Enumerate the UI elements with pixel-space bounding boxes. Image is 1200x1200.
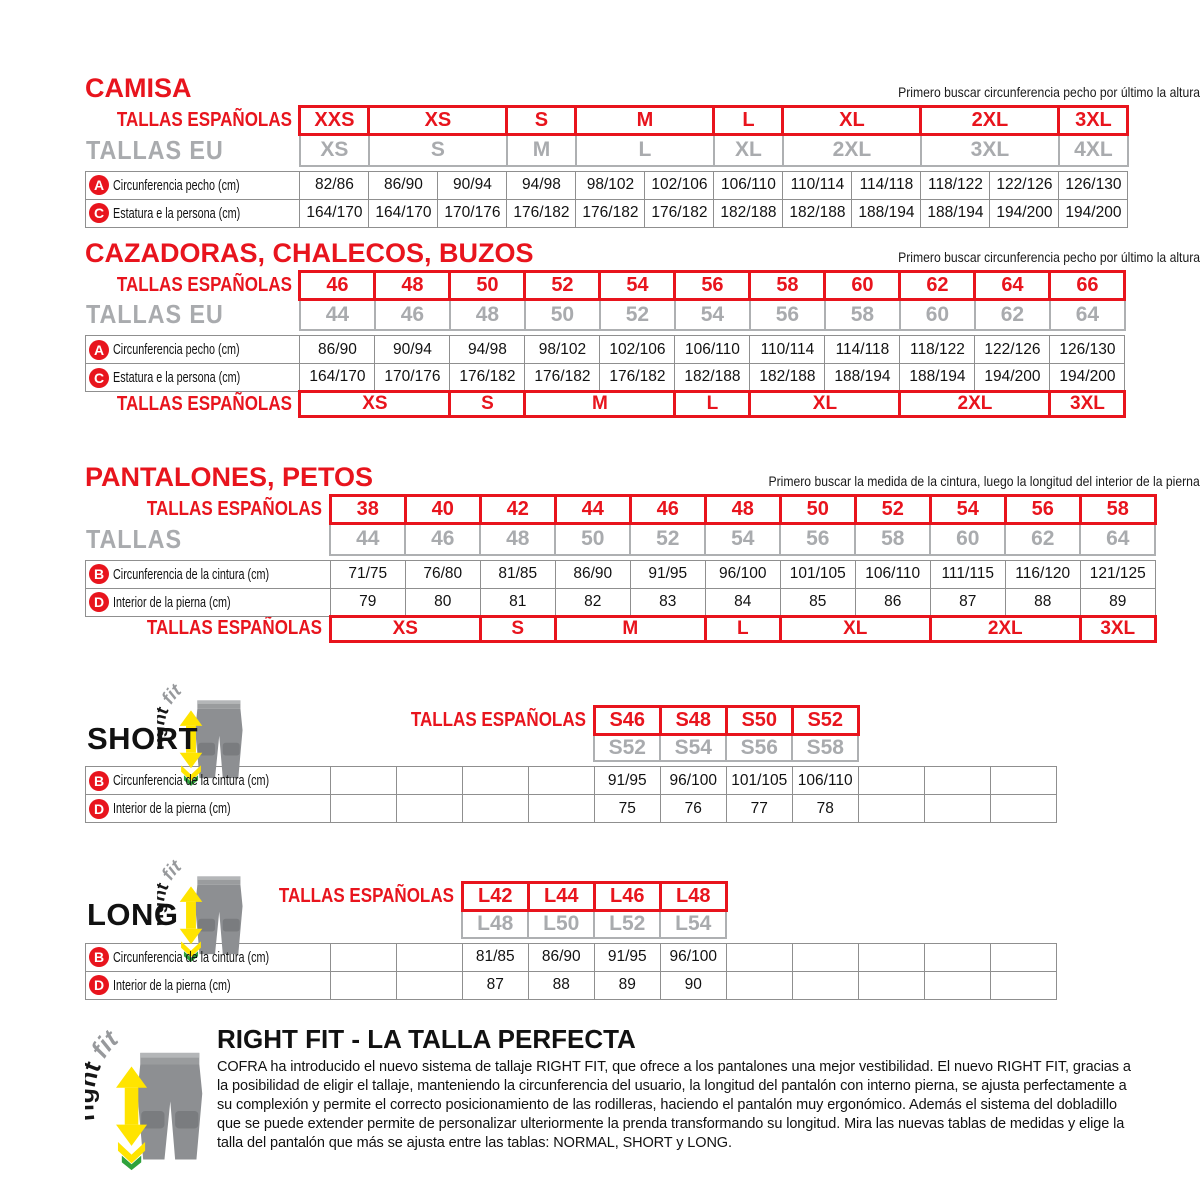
row-label [86, 616, 331, 641]
es-size-cell: S [507, 107, 576, 135]
eu-size-cell: L52 [594, 911, 660, 938]
value-cell [330, 767, 396, 795]
value-cell [924, 767, 990, 795]
pantalones-note: Primero buscar la medida de la cintura, luego la longitud del interior de la pierna [768, 473, 1200, 489]
eu-size-cell: 52 [600, 299, 675, 330]
value-cell: 170/176 [375, 364, 450, 392]
eu-size-cell: 2XL [783, 135, 921, 166]
section-pantalones [85, 462, 1200, 643]
cazadoras-note: Primero buscar circunferencia pecho por último la altura [898, 248, 1200, 265]
row-label [86, 524, 331, 555]
es-size-cell: L42 [462, 883, 528, 911]
section-short [85, 705, 1200, 824]
es-size-cell: L48 [660, 883, 726, 911]
eu-row [86, 135, 1128, 166]
value-cell: 176/182 [507, 199, 576, 227]
eu-size-cell: 50 [555, 524, 630, 555]
value-cell: 122/126 [990, 171, 1059, 199]
value-cell: 110/114 [783, 171, 852, 199]
value-cell: 86/90 [369, 171, 438, 199]
camisa-grid [85, 105, 1129, 228]
value-cell: 96/100 [660, 943, 726, 971]
value-cell [858, 971, 924, 999]
measure-label-cell [86, 336, 300, 364]
measure-badge-A: A [89, 340, 109, 360]
value-cell: 114/118 [852, 171, 921, 199]
value-cell [792, 971, 858, 999]
value-cell: 91/95 [630, 560, 705, 588]
measure-label-cell [86, 364, 300, 392]
footer-size-cell: S [450, 392, 525, 417]
value-cell: 164/170 [300, 364, 375, 392]
value-cell: 126/130 [1050, 336, 1125, 364]
value-cell: 176/182 [600, 364, 675, 392]
value-cell: 81/85 [462, 943, 528, 971]
eu-size-cell: 62 [1005, 524, 1080, 555]
value-cell [396, 767, 462, 795]
eu-size-cell: L [576, 135, 714, 166]
value-cell: 83 [630, 588, 705, 616]
value-cell: 170/176 [438, 199, 507, 227]
rightfit-logo-large [85, 1018, 211, 1173]
value-cell: 80 [405, 588, 480, 616]
eu-size-cell: 60 [900, 299, 975, 330]
value-cell [858, 795, 924, 823]
es-size-cell: 38 [330, 496, 405, 524]
value-cell [924, 943, 990, 971]
eu-size-cell: 58 [855, 524, 930, 555]
long-label: LONG [87, 897, 179, 932]
footer-row [86, 392, 1125, 417]
value-cell: 188/194 [921, 199, 990, 227]
footer-size-cell: L [675, 392, 750, 417]
value-cell: 81/85 [480, 560, 555, 588]
filler [726, 911, 1056, 938]
value-cell: 76/80 [405, 560, 480, 588]
es-size-cell: L [714, 107, 783, 135]
filler [726, 883, 1056, 911]
es-size-cell: 48 [375, 271, 450, 299]
value-cell: 101/105 [780, 560, 855, 588]
row-label [86, 392, 300, 417]
eu-row-label-text: TALLAS [85, 523, 182, 554]
value-cell: 98/102 [576, 171, 645, 199]
value-cell: 91/95 [594, 943, 660, 971]
measure-badge-B: B [89, 947, 109, 967]
value-cell: 194/200 [975, 364, 1050, 392]
measure-row-A [86, 336, 1125, 364]
value-cell: 182/188 [675, 364, 750, 392]
value-cell: 188/194 [900, 364, 975, 392]
footer-size-cell: XL [750, 392, 900, 417]
measure-row-B [86, 560, 1156, 588]
es-size-cell: 54 [930, 496, 1005, 524]
section-cazadoras [85, 238, 1200, 419]
footer-size-cell: 3XL [1050, 392, 1125, 417]
value-cell: 118/122 [921, 171, 990, 199]
measure-label: Circunferencia de la cintura (cm) [113, 948, 270, 966]
measure-badge-A: A [89, 175, 109, 195]
es-size-cell: 62 [900, 271, 975, 299]
eu-size-cell: 48 [480, 524, 555, 555]
es-size-cell: 58 [1080, 496, 1155, 524]
es-size-cell: 54 [600, 271, 675, 299]
value-cell: 90/94 [375, 336, 450, 364]
es-size-cell: XXS [300, 107, 369, 135]
row-label [86, 271, 300, 299]
value-cell [330, 795, 396, 823]
value-cell: 182/188 [750, 364, 825, 392]
rightfit-paragraph: COFRA ha introducido el nuevo sistema de tallaje RIGHT FIT, que ofrece a los pantalones una mejor vestibilidad. El nuevo RIGHT FIT, gracias a la posibilidad de eligir el tallaje, manteniendo la circunferencia del usuario, la longitud del pantalón con interno pierna, se ajusta perfectamente a su complexión y permite el correcto posicionamiento de las rodilleras, haciendo el pantalón muy ergonómico. Además el sistema del dobladillo que se puede extender permite de personalizar ulteriormente la prenda transformando su longitud. Mira las nuevas tablas de medidas y elige la talla del pantalón que más se ajusta entre las tablas: NORMAL, SHORT y LONG. [217, 1058, 1131, 1151]
eu-size-cell: 3XL [921, 135, 1059, 166]
value-cell: 81 [480, 588, 555, 616]
eu-size-cell: S [369, 135, 507, 166]
es-size-cell: S50 [726, 706, 792, 734]
es-size-cell: 60 [825, 271, 900, 299]
value-cell [990, 971, 1056, 999]
value-cell [528, 767, 594, 795]
eu-size-cell: 48 [450, 299, 525, 330]
footer-size-cell: XS [330, 616, 480, 641]
value-cell: 118/122 [900, 336, 975, 364]
value-cell [462, 795, 528, 823]
es-size-cell: S46 [594, 706, 660, 734]
eu-size-cell: 64 [1050, 299, 1125, 330]
value-cell: 91/95 [594, 767, 660, 795]
footer-size-cell: M [525, 392, 675, 417]
rightfit-text [217, 1024, 1132, 1173]
es-row [86, 496, 1156, 524]
value-cell: 102/106 [645, 171, 714, 199]
camisa-title: CAMISA [85, 73, 192, 103]
value-cell: 88 [528, 971, 594, 999]
eu-row [86, 299, 1125, 330]
value-cell: 122/126 [975, 336, 1050, 364]
es-row [86, 271, 1125, 299]
value-cell: 85 [780, 588, 855, 616]
eu-size-cell: 50 [525, 299, 600, 330]
value-cell [396, 971, 462, 999]
value-cell: 84 [705, 588, 780, 616]
value-cell [330, 971, 396, 999]
eu-size-cell: L50 [528, 911, 594, 938]
es-size-cell: 46 [300, 271, 375, 299]
value-cell: 101/105 [726, 767, 792, 795]
footer-row-label-text: TALLAS ESPAÑOLAS [146, 617, 322, 640]
value-cell: 86/90 [300, 336, 375, 364]
row-label [86, 135, 300, 166]
es-size-cell: 44 [555, 496, 630, 524]
value-cell: 79 [330, 588, 405, 616]
value-cell: 75 [594, 795, 660, 823]
eu-size-cell: 46 [375, 299, 450, 330]
measure-badge-D: D [89, 799, 109, 819]
measure-label: Interior de la pierna (cm) [113, 976, 231, 994]
value-cell: 110/114 [750, 336, 825, 364]
measure-label-cell [86, 560, 331, 588]
value-cell: 164/170 [300, 199, 369, 227]
pantalones-title: PANTALONES, PETOS [85, 462, 374, 492]
value-cell [924, 971, 990, 999]
value-cell: 188/194 [825, 364, 900, 392]
row-label [86, 496, 331, 524]
es-row-label-text: TALLAS ESPAÑOLAS [116, 273, 292, 296]
value-cell [858, 943, 924, 971]
eu-row [86, 524, 1156, 555]
es-size-cell: 50 [450, 271, 525, 299]
es-size-cell: 42 [480, 496, 555, 524]
es-size-cell: XS [369, 107, 507, 135]
measure-label-cell [86, 971, 331, 999]
value-cell: 114/118 [825, 336, 900, 364]
value-cell: 86/90 [555, 560, 630, 588]
footer-size-cell: 2XL [900, 392, 1050, 417]
es-size-cell: 40 [405, 496, 480, 524]
value-cell: 188/194 [852, 199, 921, 227]
es-size-cell: M [576, 107, 714, 135]
eu-size-cell: 64 [1080, 524, 1155, 555]
value-cell: 94/98 [450, 336, 525, 364]
pantalones-header [85, 462, 1200, 492]
measure-label-cell [86, 171, 300, 199]
camisa-header [85, 73, 1200, 103]
value-cell [396, 943, 462, 971]
eu-size-cell: S56 [726, 734, 792, 761]
value-cell: 78 [792, 795, 858, 823]
value-cell: 86 [855, 588, 930, 616]
value-cell: 194/200 [1050, 364, 1125, 392]
camisa-size-table [85, 105, 1200, 228]
footer-size-cell: L [705, 616, 780, 641]
value-cell [990, 767, 1056, 795]
eu-row-label-text: TALLAS EU [85, 299, 224, 329]
long-size-table [85, 881, 1200, 1000]
short-size-table [85, 705, 1200, 824]
measure-badge-D: D [89, 592, 109, 612]
section-long [85, 881, 1200, 1000]
eu-size-cell: M [507, 135, 576, 166]
footer-size-cell: 2XL [930, 616, 1080, 641]
value-cell: 121/125 [1080, 560, 1155, 588]
eu-row-label-text: TALLAS EU [85, 134, 224, 165]
es-size-cell: L44 [528, 883, 594, 911]
value-cell: 176/182 [645, 199, 714, 227]
row-label [86, 107, 300, 135]
footer-row-label-text: TALLAS ESPAÑOLAS [116, 392, 292, 415]
value-cell: 176/182 [450, 364, 525, 392]
value-cell: 164/170 [369, 199, 438, 227]
measure-badge-B: B [89, 564, 109, 584]
eu-size-cell: L48 [462, 911, 528, 938]
eu-size-cell: 46 [405, 524, 480, 555]
value-cell: 106/110 [675, 336, 750, 364]
value-cell [990, 795, 1056, 823]
eu-size-cell: 58 [825, 299, 900, 330]
value-cell: 89 [594, 971, 660, 999]
pantalones-size-table [85, 494, 1200, 643]
value-cell: 90 [660, 971, 726, 999]
measure-row-D [86, 971, 1057, 999]
value-cell: 90/94 [438, 171, 507, 199]
measure-label: Circunferencia de la cintura (cm) [113, 565, 270, 583]
measure-badge-C: C [89, 368, 109, 388]
measure-row-D [86, 795, 1057, 823]
short-label: SHORT [87, 720, 198, 756]
es-row-label-text: TALLAS ESPAÑOLAS [410, 708, 586, 731]
eu-size-cell: 54 [675, 299, 750, 330]
filler [858, 706, 1056, 734]
measure-label-cell [86, 588, 331, 616]
value-cell [726, 971, 792, 999]
es-size-cell: 3XL [1059, 107, 1128, 135]
measure-label: Circunferencia de la cintura (cm) [113, 772, 270, 789]
es-size-cell: 52 [855, 496, 930, 524]
es-size-cell: 56 [1005, 496, 1080, 524]
eu-size-cell: S54 [660, 734, 726, 761]
measure-label: Circunferencia pecho (cm) [113, 176, 240, 194]
value-cell: 194/200 [1059, 199, 1128, 227]
es-size-cell: S52 [792, 706, 858, 734]
eu-size-cell: S58 [792, 734, 858, 761]
value-cell: 182/188 [783, 199, 852, 227]
footer-size-cell: S [480, 616, 555, 641]
measure-label: Circunferencia pecho (cm) [113, 341, 240, 358]
rightfit-heading: RIGHT FIT - LA TALLA PERFECTA [217, 1023, 636, 1054]
filler [858, 734, 1056, 761]
value-cell: 87 [930, 588, 1005, 616]
value-cell: 116/120 [1005, 560, 1080, 588]
value-cell: 88 [1005, 588, 1080, 616]
camisa-note: Primero buscar circunferencia pecho por último la altura [898, 84, 1200, 100]
value-cell: 194/200 [990, 199, 1059, 227]
footer-size-cell: 3XL [1080, 616, 1155, 641]
es-size-cell: 48 [705, 496, 780, 524]
pantalones-grid [85, 494, 1157, 643]
value-cell: 106/110 [855, 560, 930, 588]
eu-size-cell: 52 [630, 524, 705, 555]
value-cell: 102/106 [600, 336, 675, 364]
eu-size-cell: 54 [705, 524, 780, 555]
value-cell: 96/100 [660, 767, 726, 795]
value-cell [792, 943, 858, 971]
es-row-label-text: TALLAS ESPAÑOLAS [116, 109, 292, 131]
eu-size-cell: XS [300, 135, 369, 166]
value-cell: 71/75 [330, 560, 405, 588]
eu-size-cell: 44 [300, 299, 375, 330]
measure-label-cell [86, 795, 331, 823]
cazadoras-size-table [85, 270, 1200, 419]
value-cell [858, 767, 924, 795]
measure-row-D [86, 588, 1156, 616]
value-cell: 76 [660, 795, 726, 823]
eu-size-cell: S52 [594, 734, 660, 761]
footer-row [86, 616, 1156, 641]
value-cell: 96/100 [705, 560, 780, 588]
cazadoras-grid [85, 270, 1126, 419]
value-cell [462, 767, 528, 795]
measure-badge-B: B [89, 771, 109, 791]
value-cell: 77 [726, 795, 792, 823]
eu-size-cell: XL [714, 135, 783, 166]
cazadoras-header [85, 238, 1200, 268]
value-cell: 82/86 [300, 171, 369, 199]
value-cell: 126/130 [1059, 171, 1128, 199]
footer-size-cell: M [555, 616, 705, 641]
es-size-cell: L46 [594, 883, 660, 911]
es-size-cell: 56 [675, 271, 750, 299]
es-size-cell: 52 [525, 271, 600, 299]
es-size-cell: 46 [630, 496, 705, 524]
es-row-label-text: TALLAS ESPAÑOLAS [146, 498, 322, 520]
eu-size-cell: 56 [750, 299, 825, 330]
es-size-cell: XL [783, 107, 921, 135]
value-cell: 176/182 [525, 364, 600, 392]
value-cell: 86/90 [528, 943, 594, 971]
measure-row-C [86, 364, 1125, 392]
es-size-cell: 66 [1050, 271, 1125, 299]
value-cell: 176/182 [576, 199, 645, 227]
cazadoras-title: CAZADORAS, CHALECOS, BUZOS [85, 237, 534, 268]
value-cell [990, 943, 1056, 971]
value-cell [330, 943, 396, 971]
eu-size-cell: 60 [930, 524, 1005, 555]
eu-size-cell: 4XL [1059, 135, 1128, 166]
measure-label: Estatura e la persona (cm) [113, 369, 241, 386]
section-rightfit [85, 1024, 1200, 1173]
eu-size-cell: L54 [660, 911, 726, 938]
measure-label: Estatura e la persona (cm) [113, 204, 241, 222]
value-cell: 94/98 [507, 171, 576, 199]
value-cell: 106/110 [792, 767, 858, 795]
section-camisa [85, 73, 1200, 228]
es-size-cell: 64 [975, 271, 1050, 299]
footer-size-cell: XL [780, 616, 930, 641]
footer-size-cell: XS [300, 392, 450, 417]
value-cell: 182/188 [714, 199, 783, 227]
es-size-cell: 2XL [921, 107, 1059, 135]
measure-badge-D: D [89, 975, 109, 995]
value-cell [396, 795, 462, 823]
measure-label: Interior de la pierna (cm) [113, 593, 231, 611]
measure-label-cell [86, 199, 300, 227]
eu-size-cell: 44 [330, 524, 405, 555]
row-label [86, 299, 300, 330]
measure-row-A [86, 171, 1128, 199]
value-cell: 87 [462, 971, 528, 999]
measure-row-C [86, 199, 1128, 227]
es-size-cell: 58 [750, 271, 825, 299]
value-cell: 111/115 [930, 560, 1005, 588]
value-cell [726, 943, 792, 971]
value-cell [924, 795, 990, 823]
value-cell: 106/110 [714, 171, 783, 199]
es-row-label-text: TALLAS ESPAÑOLAS [278, 885, 454, 907]
value-cell: 89 [1080, 588, 1155, 616]
value-cell: 98/102 [525, 336, 600, 364]
eu-size-cell: 62 [975, 299, 1050, 330]
es-row [86, 107, 1128, 135]
measure-badge-C: C [89, 203, 109, 223]
eu-size-cell: 56 [780, 524, 855, 555]
es-size-cell: 50 [780, 496, 855, 524]
value-cell [528, 795, 594, 823]
measure-label: Interior de la pierna (cm) [113, 800, 231, 817]
value-cell: 82 [555, 588, 630, 616]
es-size-cell: S48 [660, 706, 726, 734]
